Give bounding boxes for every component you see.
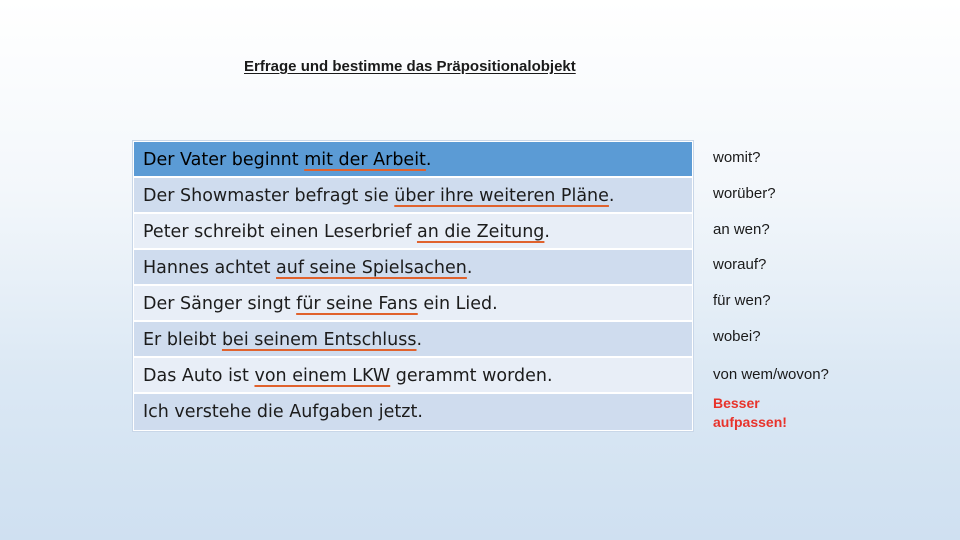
sentence-row <box>134 286 692 322</box>
question-answer: an wen? <box>713 221 770 238</box>
sentence-text: . <box>544 222 550 242</box>
sentence-text: Das Auto ist <box>143 366 255 386</box>
prepositional-object: für seine Fans <box>296 294 418 314</box>
sentence-row <box>134 142 692 178</box>
sentence-text: . <box>608 186 615 206</box>
sentence-text: Hannes achtet <box>143 258 277 278</box>
question-answer: von wem/wovon? <box>713 366 829 383</box>
page-title: Erfrage und bestimme das Präpositionalobjekt <box>244 58 576 75</box>
sentence-text: Der Sänger singt <box>143 294 297 314</box>
sentence-text: Er bleibt <box>143 330 222 350</box>
prepositional-object: bei seinem Entschluss <box>221 330 417 350</box>
sentence-row <box>134 322 692 358</box>
sentence-text: gerammt worden. <box>390 366 553 386</box>
sentence-row <box>134 214 692 250</box>
prepositional-object: auf seine Spielsachen <box>276 258 467 278</box>
note-line: Besser <box>713 395 760 411</box>
question-answer: worüber? <box>713 185 776 202</box>
prepositional-object: mit der Arbeit <box>304 150 426 170</box>
sentence-row <box>134 394 692 430</box>
sentence-table <box>133 141 693 431</box>
sentence-text: . <box>425 150 432 170</box>
question-answer: für wen? <box>713 292 771 309</box>
note-line: aufpassen! <box>713 414 787 430</box>
sentence-text: Der Showmaster befragt sie <box>143 186 395 206</box>
prepositional-object: von einem LKW <box>254 366 391 386</box>
question-answer: womit? <box>713 149 761 166</box>
sentence-text: Der Vater beginnt <box>143 150 305 170</box>
sentence-text: Ich verstehe die Aufgaben jetzt. <box>143 402 423 422</box>
sentence-text: . <box>416 330 423 350</box>
prepositional-object: über ihre weiteren Pläne <box>394 186 609 206</box>
sentence-text: ein Lied. <box>417 294 498 314</box>
sentence-row <box>134 250 692 286</box>
sentence-text: . <box>466 258 473 278</box>
sentence-row <box>134 358 692 394</box>
sentence-text: Peter schreibt einen Leserbrief <box>143 222 417 242</box>
prepositional-object: an die Zeitung <box>416 222 545 242</box>
sentence-row <box>134 178 692 214</box>
question-answer: worauf? <box>713 256 767 273</box>
question-answer: wobei? <box>713 328 761 345</box>
